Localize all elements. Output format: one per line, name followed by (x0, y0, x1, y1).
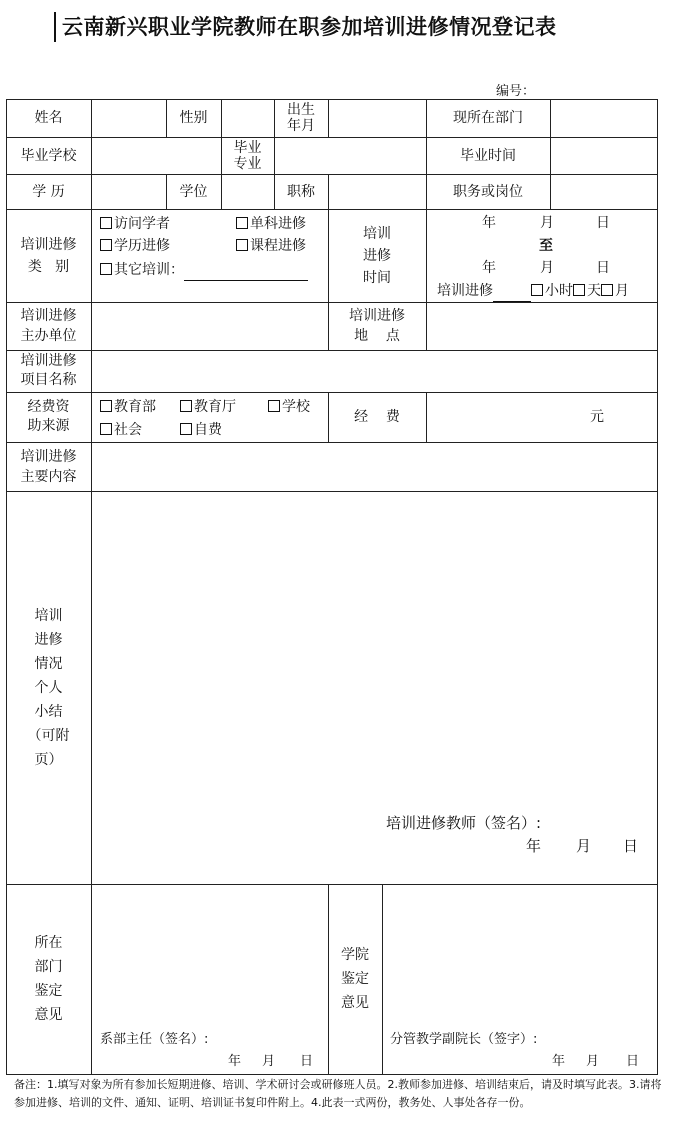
option-visiting-scholar[interactable]: 访问学者 (100, 213, 170, 235)
graduation-time-field[interactable] (550, 137, 657, 174)
funding-school[interactable]: 学校 (268, 396, 310, 418)
dept-head-signature-label: 系部主任（签名）: (100, 1032, 209, 1047)
training-duration: 培训进修 小时 天 月 (437, 280, 629, 302)
birth-label: 出生 年月 (287, 102, 315, 134)
funding-society[interactable]: 社会 (100, 419, 142, 441)
place-field[interactable] (426, 302, 657, 350)
funding-self[interactable]: 自费 (180, 419, 222, 441)
professional-title-field[interactable] (328, 174, 426, 209)
project-name-field[interactable] (91, 350, 657, 392)
degree-field[interactable] (221, 174, 274, 209)
major-label: 毕业 专业 (233, 139, 262, 172)
end-year: 年 (482, 260, 496, 276)
other-training-input[interactable] (184, 262, 308, 281)
department-label: 现所在部门 (453, 110, 523, 126)
checkbox-icon[interactable] (100, 239, 112, 251)
form-title: 云南新兴职业学院教师在职参加培训进修情况登记表 (54, 12, 557, 42)
checkbox-icon[interactable] (236, 217, 248, 229)
checkbox-icon[interactable] (236, 239, 248, 251)
degree-label: 学位 (179, 183, 208, 200)
main-content-label: 培训进修 主要内容 (20, 448, 77, 485)
college-review-day: 日 (626, 1054, 640, 1069)
duration-input[interactable] (493, 285, 531, 302)
position-field[interactable] (550, 174, 657, 209)
option-single-subject[interactable]: 单科进修 (236, 213, 306, 235)
checkbox-icon[interactable] (100, 400, 112, 412)
college-review-year: 年 (552, 1054, 566, 1069)
personal-summary-field[interactable] (91, 491, 657, 791)
project-name-label: 培训进修 项目名称 (20, 353, 77, 388)
organizer-field[interactable] (91, 302, 328, 350)
organizer-label: 培训进修 主办单位 (20, 308, 77, 344)
personal-summary-label: 培训 进修 情况 个人 小结 （可附 页） (27, 607, 70, 768)
start-year: 年 (482, 215, 496, 231)
checkbox-icon[interactable] (100, 263, 112, 275)
summary-year: 年 (526, 837, 542, 855)
gender-field[interactable] (221, 99, 274, 137)
end-month: 月 (540, 260, 554, 276)
major-field[interactable] (274, 137, 426, 174)
professional-title-label: 职称 (287, 183, 315, 200)
place-label: 培训进修 地 点 (349, 308, 405, 344)
college-review-label: 学院 鉴定 意见 (341, 947, 369, 1011)
department-review-label: 所在 部门 鉴定 意见 (34, 935, 63, 1023)
training-type-label: 培训进修 类 别 (20, 236, 77, 275)
end-day: 日 (596, 260, 610, 276)
serial-number-label: 编号： (496, 84, 536, 99)
education-field[interactable] (91, 174, 166, 209)
main-content-field[interactable] (91, 442, 657, 491)
dept-review-year: 年 (228, 1054, 242, 1069)
education-label: 学 历 (32, 183, 65, 200)
checkbox-icon[interactable] (100, 423, 112, 435)
start-month: 月 (540, 215, 554, 231)
checkbox-icon[interactable] (100, 217, 112, 229)
funding-department[interactable]: 教育厅 (180, 396, 236, 418)
checkbox-icon[interactable] (573, 284, 585, 296)
department-field[interactable] (550, 99, 657, 137)
date-range-to: 至 (539, 238, 553, 254)
funding-ministry[interactable]: 教育部 (100, 396, 156, 418)
registration-form-table (6, 99, 658, 1075)
graduation-time-label: 毕业时间 (460, 147, 516, 164)
funding-source-label: 经费资 助来源 (27, 399, 70, 434)
start-day: 日 (596, 215, 610, 231)
option-other-training[interactable]: 其它培训： (100, 259, 308, 281)
teacher-signature-label: 培训进修教师（签名）: (386, 814, 542, 832)
training-time-label: 培训 进修 时间 (363, 225, 391, 286)
vice-president-signature-label: 分管教学副院长（签字）: (390, 1032, 538, 1047)
checkbox-icon[interactable] (180, 400, 192, 412)
footnote: 备注：1.填写对象为所有参加长短期进修、培训、学术研讨会或研修班人员。2.教师参加进修、培训结束后，请及时填写此表。3.请将参加进修、培训的文件、通知、证明、培训证书复印件附上。4.此表一式两份，教务处、人事处各存一份。 (14, 1078, 662, 1109)
fee-label: 经 费 (354, 409, 400, 425)
name-label: 姓名 (34, 110, 63, 126)
birth-field[interactable] (328, 99, 426, 137)
dept-review-month: 月 (262, 1054, 276, 1069)
checkbox-icon[interactable] (268, 400, 280, 412)
checkbox-icon[interactable] (531, 284, 543, 296)
gender-label: 性别 (179, 110, 208, 126)
option-course-study[interactable]: 课程进修 (236, 235, 306, 257)
position-label: 职务或岗位 (453, 183, 523, 200)
summary-month: 月 (576, 837, 592, 855)
checkbox-icon[interactable] (601, 284, 613, 296)
summary-day: 日 (623, 837, 639, 855)
school-label: 毕业学校 (20, 147, 77, 164)
option-degree-study[interactable]: 学历进修 (100, 235, 170, 257)
fee-unit: 元 (590, 409, 604, 425)
checkbox-icon[interactable] (180, 423, 192, 435)
school-field[interactable] (91, 137, 221, 174)
dept-review-day: 日 (300, 1054, 314, 1069)
college-review-month: 月 (586, 1054, 600, 1069)
name-field[interactable] (91, 99, 166, 137)
